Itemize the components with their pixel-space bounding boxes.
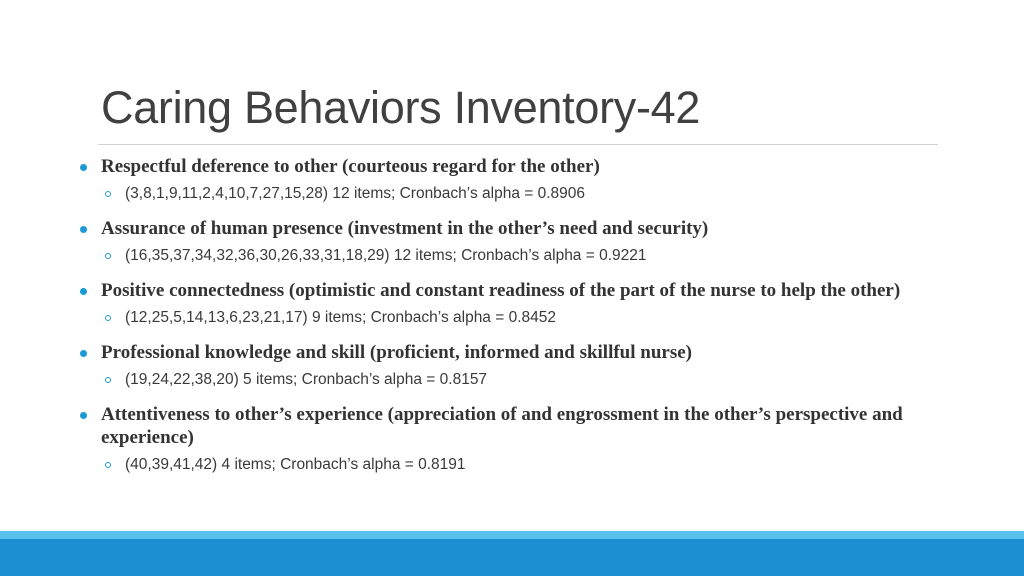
title-divider xyxy=(98,144,938,145)
filled-circle-bullet-icon xyxy=(80,350,87,357)
ring-bullet-icon xyxy=(105,191,111,197)
footer-band-dark xyxy=(0,539,1024,576)
subscale-heading xyxy=(78,155,948,178)
filled-circle-bullet-icon xyxy=(80,288,87,295)
list-item xyxy=(78,155,948,204)
subscale-detail xyxy=(78,370,948,390)
ring-bullet-icon xyxy=(105,462,111,468)
subscale-heading-text: Respectful deference to other (courteous regard for the other) xyxy=(101,156,600,177)
subscale-heading-text: Positive connectedness (optimistic and constant readiness of the part of the nurse to help the other) xyxy=(101,280,901,301)
filled-circle-bullet-icon xyxy=(80,412,87,419)
ring-bullet-icon xyxy=(105,315,111,321)
subscale-heading-text: Assurance of human presence (investment in the other’s need and security) xyxy=(101,218,709,239)
subscale-detail xyxy=(78,184,948,204)
subscale-detail-text: (3,8,1,9,11,2,4,10,7,27,15,28) 12 items; Cronbach’s alpha = 0.8906 xyxy=(125,185,586,202)
subscale-heading xyxy=(78,217,948,240)
list-item xyxy=(78,403,948,475)
subscale-detail-text: (12,25,5,14,13,6,23,21,17) 9 items; Cronbach’s alpha = 0.8452 xyxy=(125,309,557,326)
subscale-heading xyxy=(78,341,948,364)
bullet-list xyxy=(78,155,948,488)
subscale-detail xyxy=(78,455,948,475)
slide-title: Caring Behaviors Inventory-42 xyxy=(101,82,701,133)
ring-bullet-icon xyxy=(105,253,111,259)
list-item xyxy=(78,341,948,390)
subscale-heading-text: Attentiveness to other’s experience (appreciation of and engrossment in the other’s perspective and experience) xyxy=(101,404,903,448)
list-item xyxy=(78,217,948,266)
filled-circle-bullet-icon xyxy=(80,226,87,233)
subscale-detail xyxy=(78,308,948,328)
subscale-detail xyxy=(78,246,948,266)
subscale-detail-text: (16,35,37,34,32,36,30,26,33,31,18,29) 12 items; Cronbach’s alpha = 0.9221 xyxy=(125,247,647,264)
filled-circle-bullet-icon xyxy=(80,164,87,171)
ring-bullet-icon xyxy=(105,377,111,383)
list-item xyxy=(78,279,948,328)
subscale-heading-text: Professional knowledge and skill (proficient, informed and skillful nurse) xyxy=(101,342,693,363)
subscale-detail-text: (19,24,22,38,20) 5 items; Cronbach’s alpha = 0.8157 xyxy=(125,371,488,388)
subscale-heading xyxy=(78,403,948,449)
subscale-heading xyxy=(78,279,948,302)
subscale-detail-text: (40,39,41,42) 4 items; Cronbach’s alpha = 0.8191 xyxy=(125,456,466,473)
footer-band-light xyxy=(0,531,1024,539)
